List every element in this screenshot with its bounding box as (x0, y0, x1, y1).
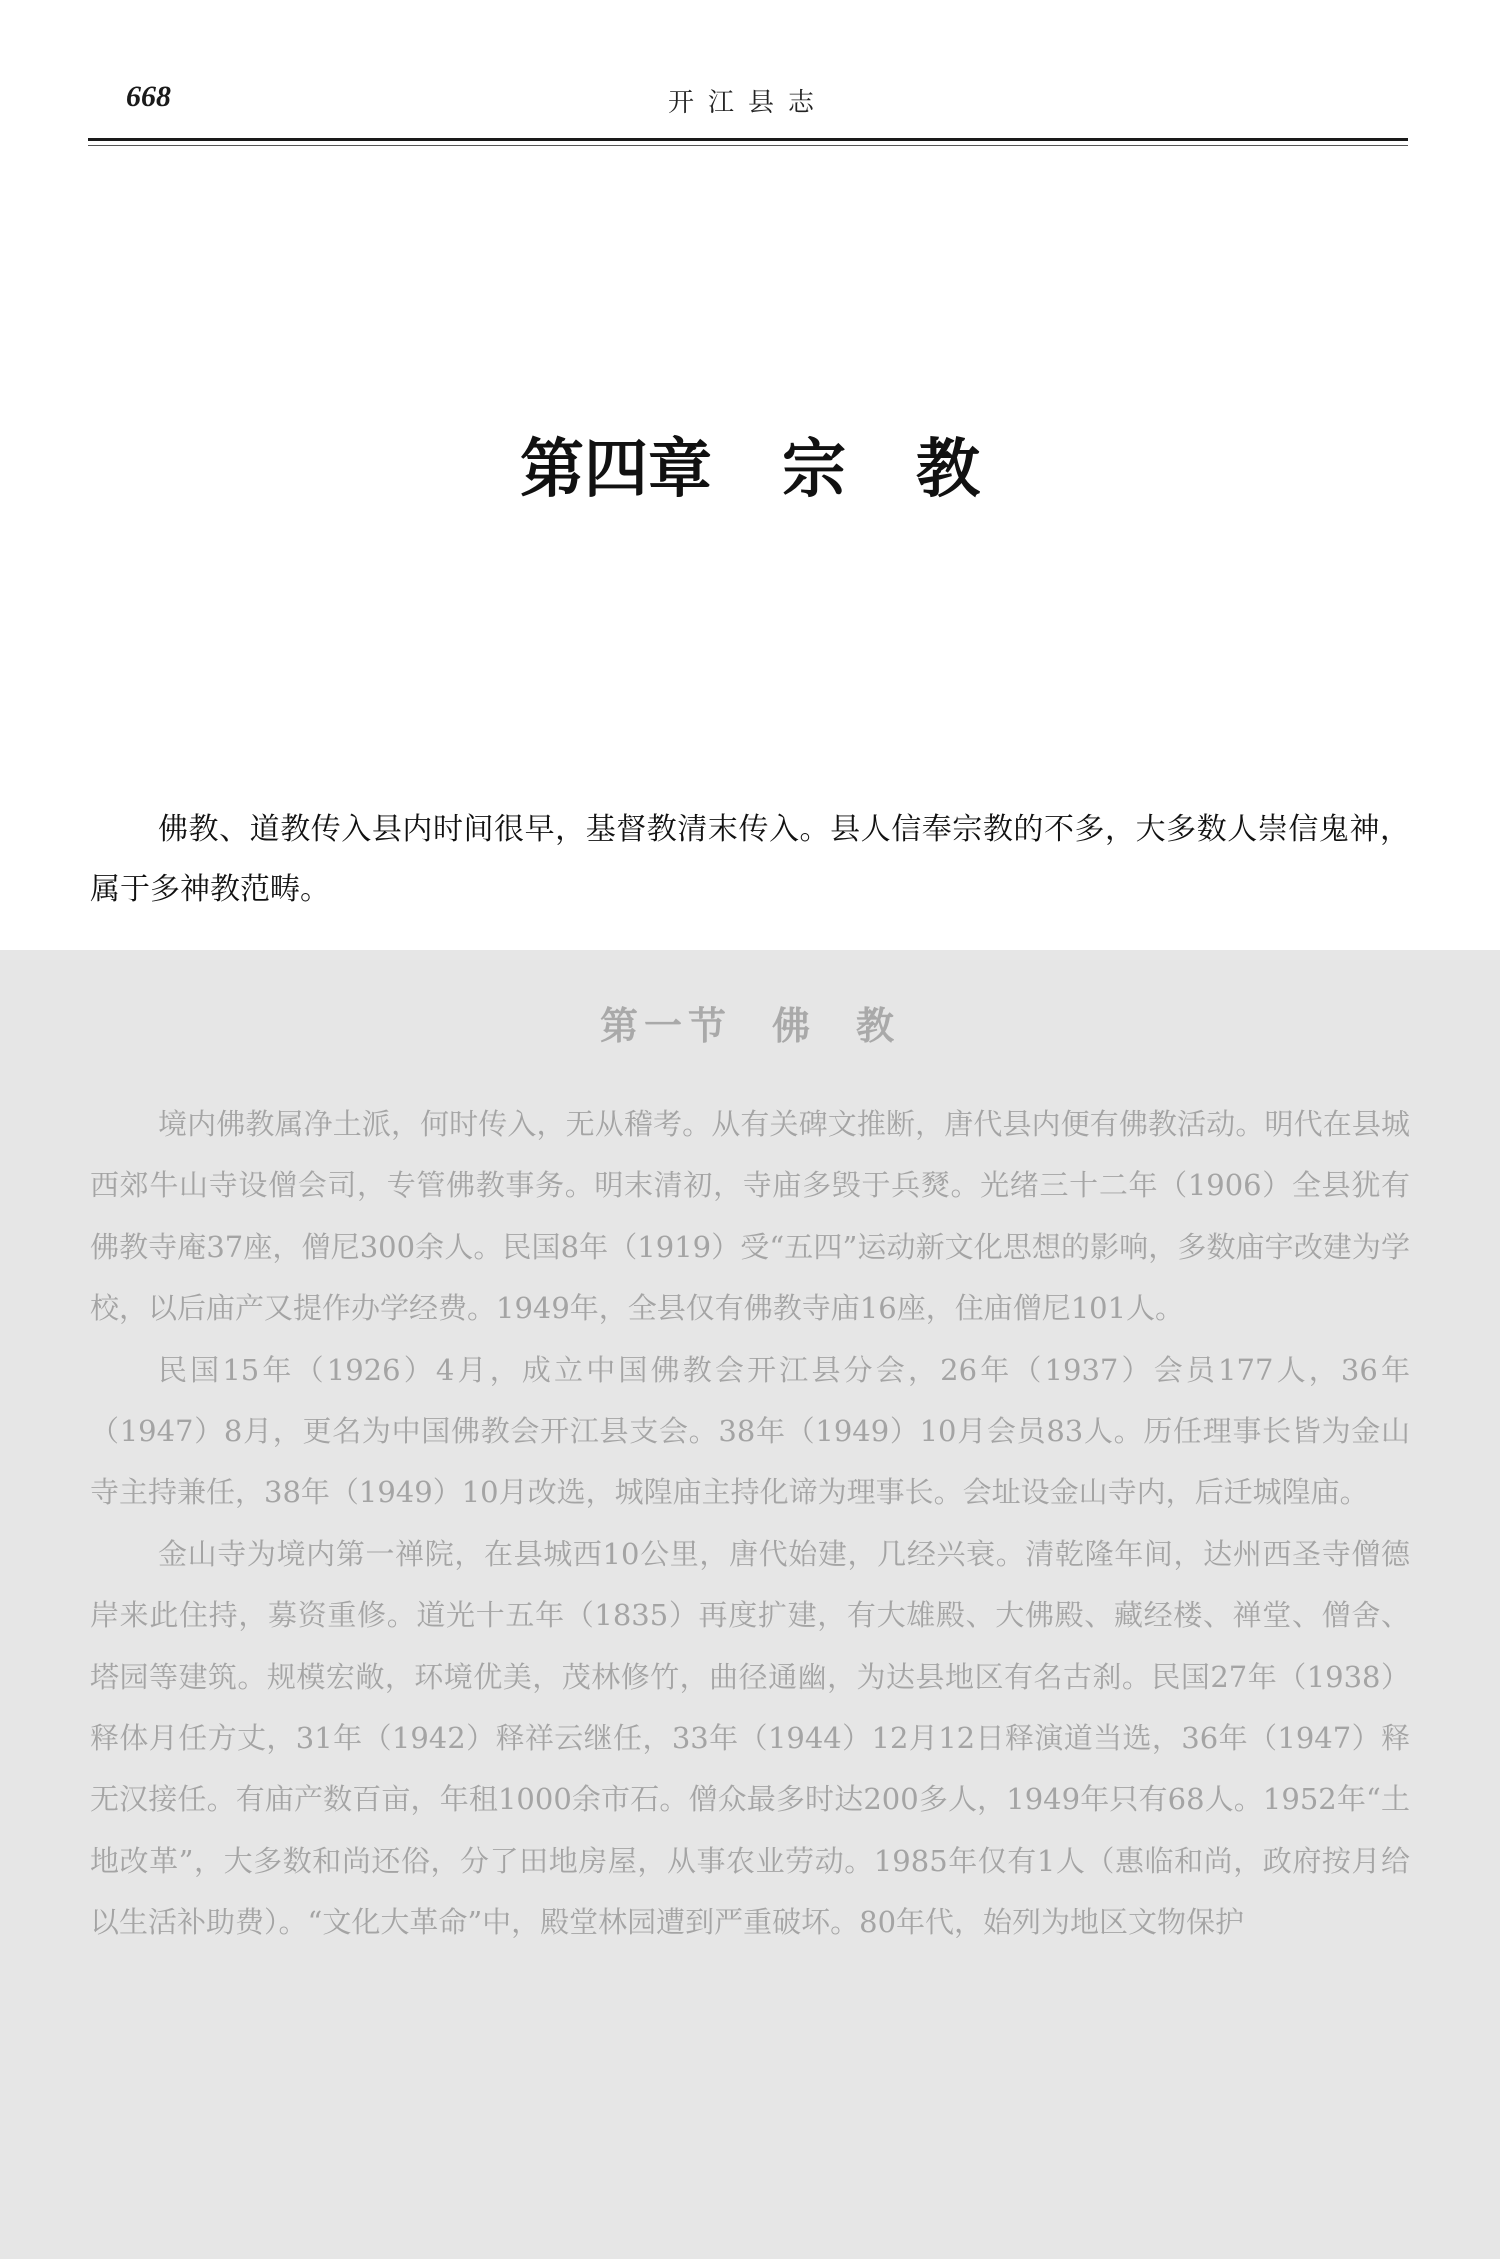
section-paragraph: 金山寺为境内第一禅院，在县城西10公里，唐代始建，几经兴衰。清乾隆年间，达州西圣寺僧德岸来此住持，募资重修。道光十五年（1835）再度扩建，有大雄殿、大佛殿、藏经楼、禅堂、僧舍、塔园等建筑。规模宏敞，环境优美，茂林修竹，曲径通幽，为达县地区有名古刹。民国27年（1938）释体月任方丈，31年（1942）释祥云继任，33年（1944）12月12日释演道当选，36年（1947）释无汉接任。有庙产数百亩，年租1000余市石。僧众最多时达200多人，1949年只有68人。1952年“土地改革”，大多数和尚还俗，分了田地房屋，从事农业劳动。1985年仅有1人（惠临和尚，政府按月给以生活补助费）。“文化大革命”中，殿堂林园遭到严重破坏。80年代，始列为地区文物保护 (90, 1536, 1410, 1940)
section-paragraph: 民国15年（1926）4月，成立中国佛教会开江县分会，26年（1937）会员177人，36年（1947）8月，更名为中国佛教会开江县支会。38年（1949）10月会员83人。历任理事长皆为金山寺主持兼任，38年（1949）10月改选，城隍庙主持化谛为理事长。会址设金山寺内，后迁城隍庙。 (90, 1352, 1410, 1510)
section-title-number: 第一节 (599, 1004, 732, 1048)
section-title (0, 995, 1500, 1050)
intro-paragraph: 佛教、道教传入县内时间很早，基督教清末传入。县人信奉宗教的不多，大多数人崇信鬼神，属于多神教范畴。 (90, 812, 1410, 907)
page-number: 668 (126, 80, 171, 113)
section-title-word-2: 教 (856, 1004, 901, 1048)
chapter-title-word-1: 宗 (782, 433, 846, 507)
chapter-title-number: 第四章 (520, 433, 712, 507)
section-body (90, 1094, 1410, 1954)
running-title: 开江县志 (667, 88, 828, 118)
header-rule-thin (88, 145, 1408, 146)
chapter-title-word-2: 教 (916, 433, 980, 507)
chapter-title (0, 418, 1500, 510)
section-title-word-1: 佛 (771, 1004, 816, 1048)
header-rule (88, 138, 1408, 141)
page-header (88, 76, 1408, 126)
section-paragraph: 境内佛教属净土派，何时传入，无从稽考。从有关碑文推断，唐代县内便有佛教活动。明代在县城西郊牛山寺设僧会司，专管佛教事务。明末清初，寺庙多毁于兵燹。光绪三十二年（1906）全县犹有佛教寺庵37座，僧尼300余人。民国8年（1919）受“五四”运动新文化思想的影响，多数庙宇改建为学校，以后庙产又提作办学经费。1949年，全县仅有佛教寺庙16座，住庙僧尼101人。 (90, 1107, 1410, 1326)
